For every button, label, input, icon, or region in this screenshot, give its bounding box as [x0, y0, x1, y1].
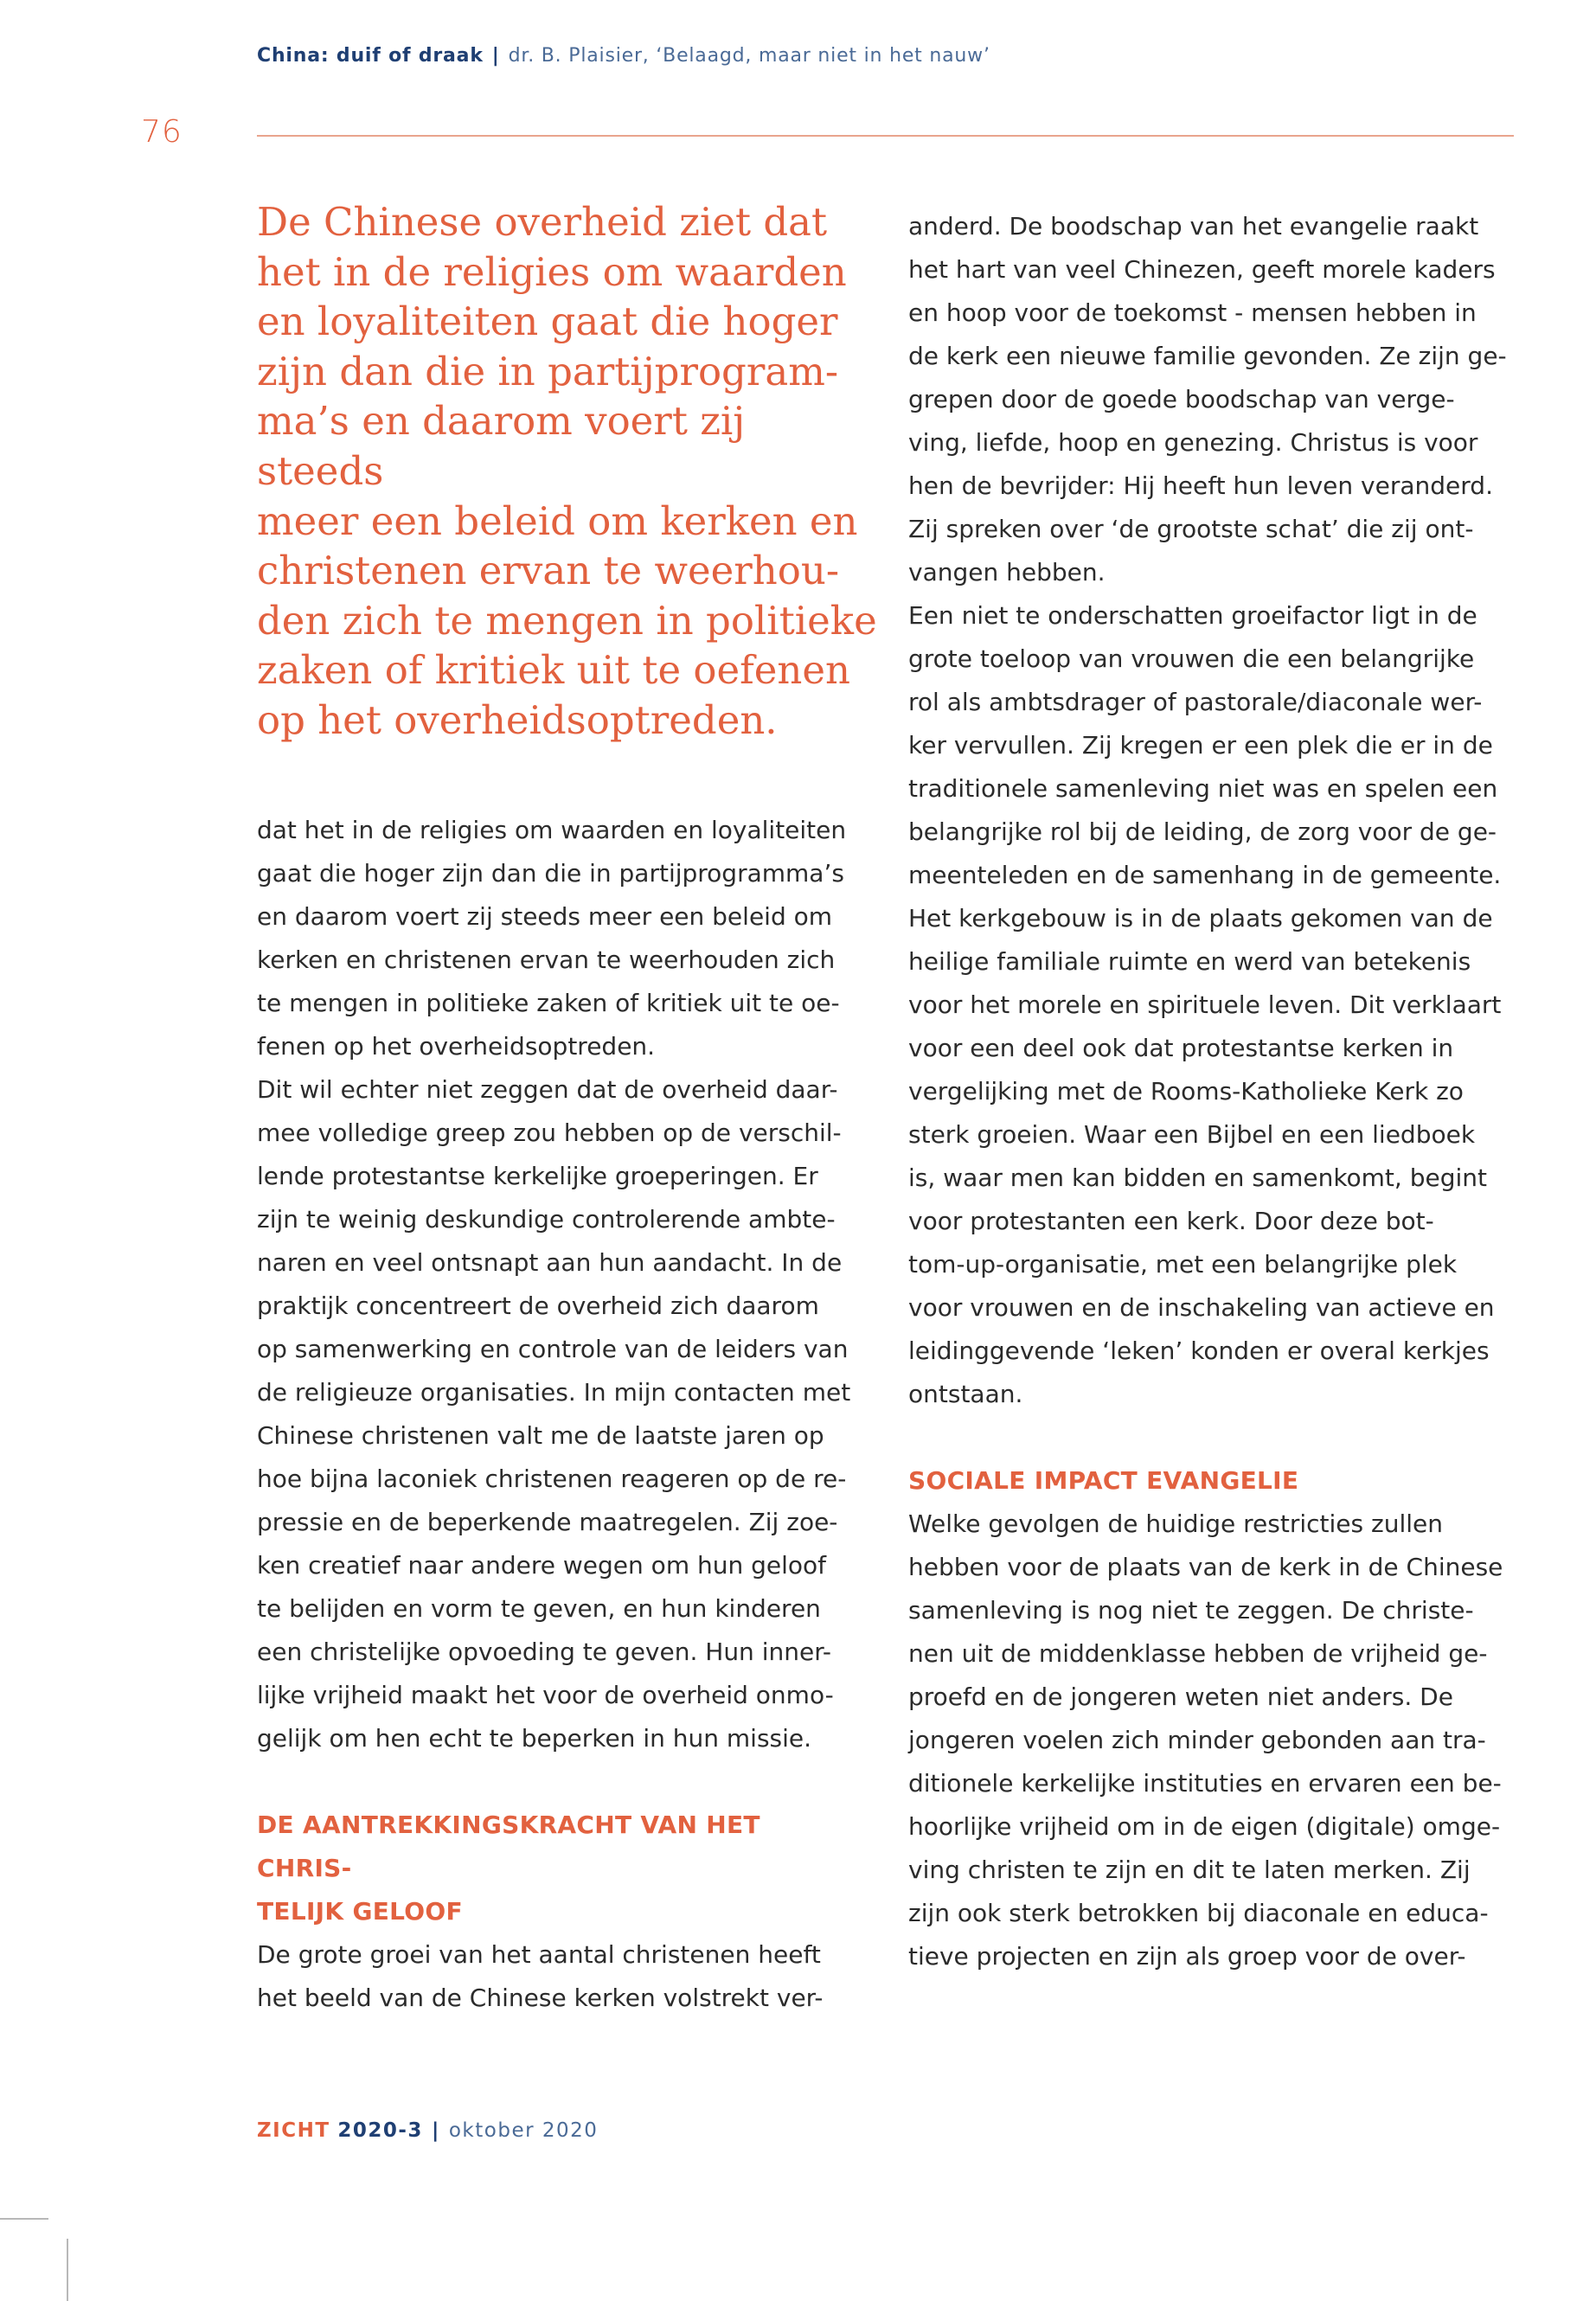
left-paragraph-3: De grote groei van het aantal christenen heeft het beeld van de Chinese kerken volstrekt ver-: [257, 1940, 824, 2012]
header-rule: [257, 135, 1514, 137]
pullquote: De Chinese overheid ziet dat het in de religies om waarden en loyaliteiten gaat die hoger zijn dan die in partijprogram- ma’s en daarom voert zij steeds meer een beleid om kerken en christenen ervan te weerhou- den zich te mengen in politieke zaken of kritiek uit te oefenen op het overheidsoptreden.: [257, 199, 877, 743]
crop-mark-vertical: [67, 2239, 68, 2301]
right-column: [908, 205, 1514, 1978]
left-column: [257, 809, 862, 2020]
right-paragraph-1: anderd. De boodschap van het evangelie raakt het hart van veel Chinezen, geeft morele kaders en hoop voor de toekomst - mensen hebben in de kerk een nieuwe familie gevonden. Ze zijn ge- grepen door de goede boodschap van verge- ving, liefde, hoop en genezing. Christus is voor hen de bevrijder: Hij heeft hun leven veranderd. Zij spreken over ‘de grootste schat’ die zij ont- vangen hebben.: [908, 212, 1507, 586]
left-paragraph-2: Dit wil echter niet zeggen dat de overheid daar- mee volledige greep zou hebben op de verschil- lende protestantse kerkelijke groeperingen. Er zijn te weinig deskundige controlerende ambte- naren en veel ontsnapt aan hun aandacht. In de praktijk concentreert de overheid zich daarom op samenwerking en controle van de leiders van de religieuze organisaties. In mijn contacten met Chinese christenen valt me de laatste jaren op hoe bijna laconiek christenen reageren op de re- pressie en de beperkende maatregelen. Zij zoe- ken creatief naar andere wegen om hun geloof te belijden en vorm te geven, en hun kinderen een christelijke opvoeding te geven. Hun inner- lijke vrijheid maakt het voor de overheid onmo- gelijk om hen echt te beperken in hun missie.: [257, 1075, 851, 1753]
left-section-heading: DE AANTREKKINGSKRACHT VAN HET CHRIS- TELIJK GELOOF: [257, 1811, 760, 1926]
page-number: 76: [141, 114, 183, 150]
header-separator: |: [491, 45, 500, 67]
paragraph-gap: [908, 1416, 1514, 1459]
left-paragraph-1: dat het in de religies om waarden en loyaliteiten gaat die hoger zijn dan die in partijprogramma’s en daarom voert zij steeds meer een beleid om kerken en christenen ervan te weerhouden zich te mengen in politieke zaken of kritiek uit te oe- fenen op het overheidsoptreden.: [257, 816, 847, 1061]
right-section-heading: SOCIALE IMPACT EVANGELIE: [908, 1466, 1299, 1495]
footer-issue: 2020-3: [337, 2119, 423, 2142]
footer-magazine: ZICHT: [257, 2119, 330, 2142]
right-paragraph-3: Welke gevolgen de huidige restricties zullen hebben voor de plaats van de kerk in de Chinese samenleving is nog niet te zeggen. De christe- nen uit de middenklasse hebben de vrijheid ge- proefd en de jongeren weten niet anders. De jongeren voelen zich minder gebonden aan tra- ditionele kerkelijke instituties en ervaren een be- hoorlijke vrijheid om in de eigen (digitale) omge- ving christen te zijn en dit te laten merken. Zij zijn ook sterk betrokken bij diaconale en educa- tieve projecten en zijn als groep voor de over-: [908, 1509, 1503, 1971]
footer: [257, 2119, 598, 2142]
footer-date: oktober 2020: [448, 2119, 599, 2142]
header-article: dr. B. Plaisier, ‘Belaagd, maar niet in het nauw’: [508, 45, 990, 67]
header-publication: China: duif of draak: [257, 45, 484, 67]
right-paragraph-2: Een niet te onderschatten groeifactor ligt in de grote toeloop van vrouwen die een belangrijke rol als ambtsdrager of pastorale/diaconale wer- ker vervullen. Zij kregen er een plek die er in de traditionele samenleving niet was en spelen een belangrijke rol bij de leiding, de zorg voor de ge- meenteleden en de samenhang in de gemeente. Het kerkgebouw is in de plaats gekomen van de heilige familiale ruimte en werd van betekenis voor het morele en spirituele leven. Dit verklaart voor een deel ook dat protestantse kerken in vergelijking met de Rooms-Katholieke Kerk zo sterk groeien. Waar een Bijbel en een liedboek is, waar men kan bidden en samenkomt, begint voor protestanten een kerk. Door deze bot- tom-up-organisatie, met een belangrijke plek voor vrouwen en de inschakeling van actieve en leidinggevende ‘leken’ konden er overal kerkjes ontstaan.: [908, 601, 1502, 1408]
crop-mark-horizontal: [0, 2218, 48, 2220]
footer-separator: |: [431, 2119, 440, 2142]
running-header: [257, 45, 990, 67]
paragraph-gap: [257, 1760, 862, 1804]
